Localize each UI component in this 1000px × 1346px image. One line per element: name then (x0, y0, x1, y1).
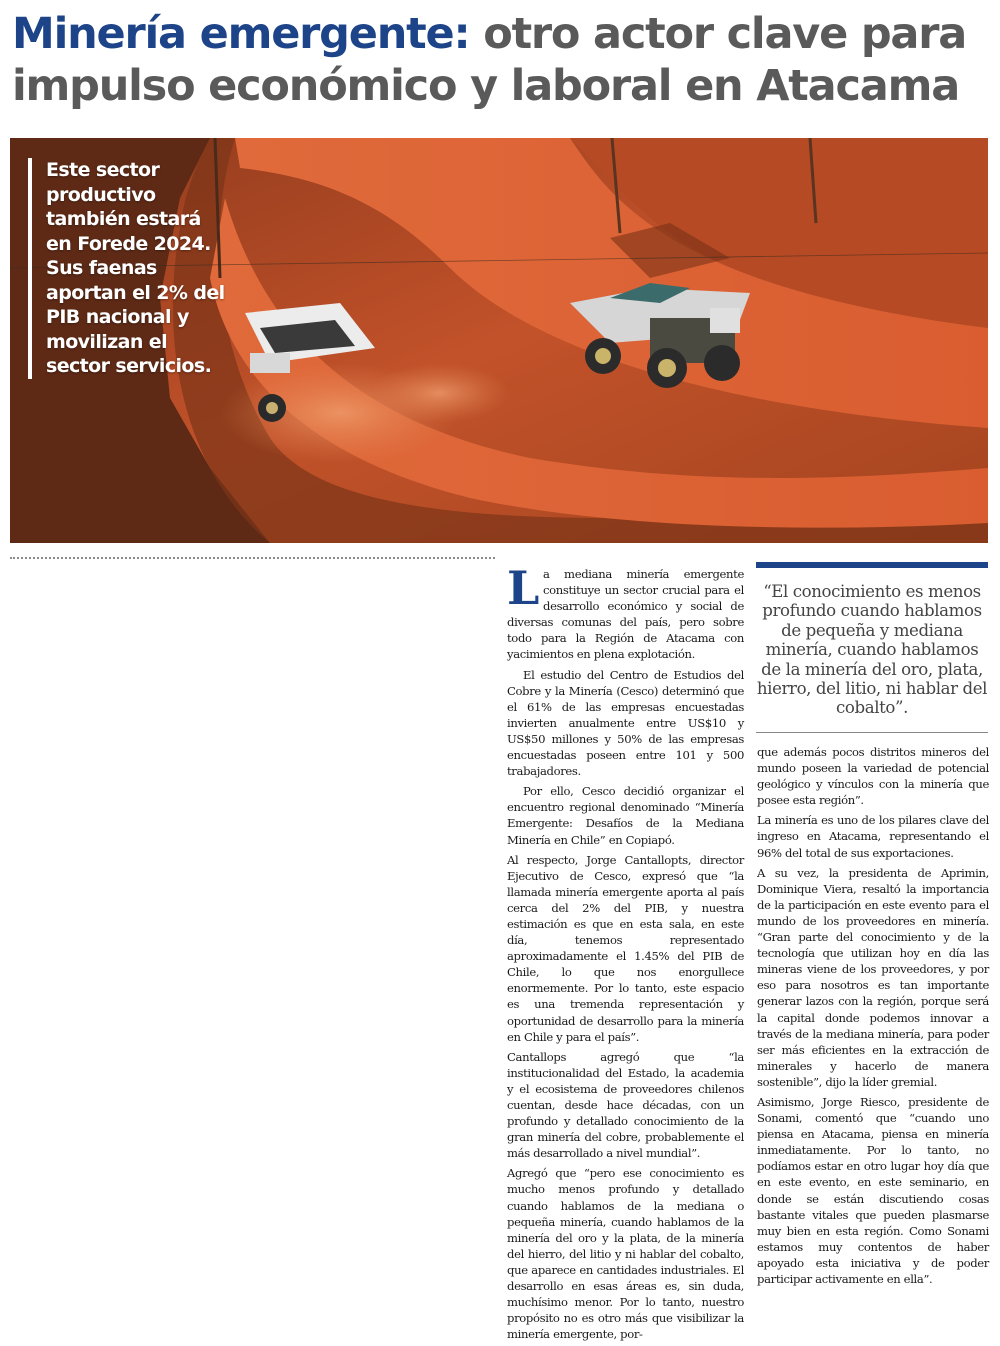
pull-quote-text: “El conocimiento es menos profundo cuando hablamos de pequeña y mediana minería, cuando hablamos de la minería del oro, plata, hierro, del litio, ni hablar del cobalto”. (756, 582, 988, 718)
pull-quote-rule (756, 732, 988, 733)
article-paragraph: Por ello, Cesco decidió organizar el encuentro regional denominado “Minería Emergente: Desafíos de la Mediana Minería en Chile” en Copiapó. (507, 784, 744, 847)
article-column-1 (507, 561, 744, 1346)
article-paragraph: Agregó que “pero ese conocimiento es mucho menos profundo y detallado cuando hablamos de la mediana o pequeña minería, cuando hablamos de la minería del oro y la plata, de la minería del hierro, del litio y ni hablar del cobalto, que aparece en cantidades industriales. El desarrollo en esas áreas es, sin duda, muchísimo menor. Por lo tanto, nuestro propósito no es otro más que visibilizar la minería emergente, por- (507, 1166, 744, 1342)
headline-rest: otro actor clave para impulso económico y laboral en Atacama (12, 9, 967, 111)
article-paragraph: La minería es uno de los pilares clave del ingreso en Atacama, representando el 96% del total de sus exportaciones. (757, 813, 989, 860)
article-paragraph: El estudio del Centro de Estudios del Cobre y la Minería (Cesco) determinó que el 61% de las empresas encuestadas invierten anualmente entre US$10 y US$50 millones y 50% de las empresas encuestadas poseen entre 101 y 500 trabajadores. (507, 667, 744, 779)
article-paragraph-1-text: a mediana minería emergente constituye un sector crucial para el desarrollo económico y social de diversas comunas del país, pero sobre todo para la Región de Atacama con yacimientos en plena explotación. (507, 567, 744, 662)
drop-cap: L (507, 561, 539, 615)
article-paragraph: Asimismo, Jorge Riesco, presidente de Sonami, comentó que “cuando uno piensa en Atacama, piensa en minería inmediatamente. Por lo tanto, no podíamos estar en otro lugar hoy día que en este evento, en este seminario, en donde se están discutiendo cosas bastante vitales que pueden plasmarse muy bien en esta región. Como Sonami estamos muy contentos de haber apoyado esta iniciativa y de poder participar activamente en ella”. (757, 1094, 989, 1286)
article-paragraph (507, 561, 744, 663)
headline (12, 8, 992, 112)
article-column-2 (757, 744, 989, 1291)
article-paragraph: que además pocos distritos mineros del mundo poseen la variedad de potencial geológico y vínculos con la minería que posee esta región”. (757, 745, 989, 808)
article-paragraph: A su vez, la presidenta de Aprimin, Dominique Viera, resaltó la importancia de la participación en este evento para el mundo de los proveedores en minería. “Gran parte del conocimiento y de la tecnología que utilizan hoy en día las mineras viene de los proveedores, y por eso para nosotros es tan importante generar lazos con la región, porque será la capital donde podemos innovar a través de la mediana minería, para poder ser más eficientes en la extracción de minerales y hacerlo de manera sostenible”, dijo la líder gremial. (757, 865, 989, 1089)
pull-quote (756, 562, 988, 733)
article-paragraph: Cantallops agregó que “la institucionalidad del Estado, la academia y el ecosistema de proveedores chilenos cuentan, desde hace décadas, con un profundo y detallado conocimiento de la gran minería del cobre, probablemente el más desarrollado a nivel mundial”. (507, 1049, 744, 1161)
article-paragraph: Al respecto, Jorge Cantallopts, director Ejecutivo de Cesco, expresó que “la llamada minería emergente aporta al país cerca del 2% del PIB, y nuestra estimación es que en esta sala, en este día, tenemos representado aproximadamente el 1.45% del PIB de Chile, lo que nos enorgullece enormemente. Por lo tanto, este espacio es una tremenda representación y oportunidad de desarrollo para la minería en Chile y para el país”. (507, 852, 744, 1044)
photo-caption: Este sector productivo también estará en Forede 2024. Sus faenas aportan el 2% del PIB nacional y movilizan el sector servicios. (28, 158, 226, 379)
mine-photo (10, 138, 988, 543)
dotted-divider (10, 557, 495, 559)
headline-accent: Minería emergente: (12, 9, 470, 59)
